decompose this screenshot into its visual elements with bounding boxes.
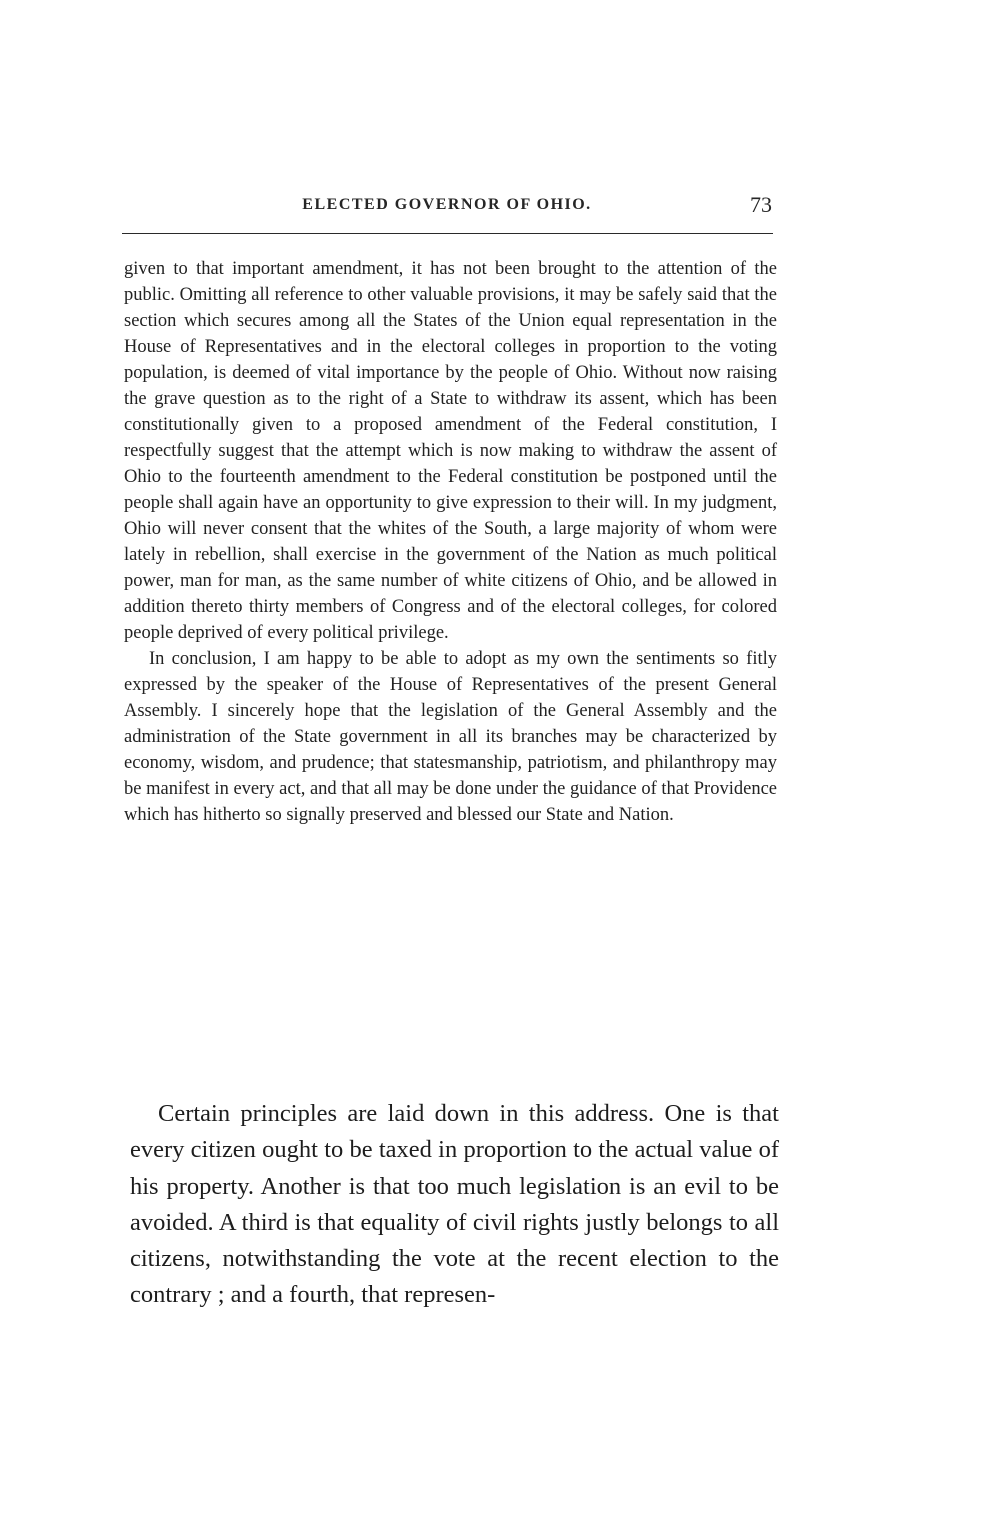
quoted-address xyxy=(124,256,777,828)
running-title: ELECTED GOVERNOR OF OHIO. xyxy=(302,196,592,213)
quote-paragraph: given to that important amendment, it has not been brought to the attention of the public. Omitting all reference to other valuable provisions, it may be safely said that the section which secures among all the States of the Union equal representation in the House of Representatives and in the electoral colleges in proportion to the voting population, is deemed of vital importance by the people of Ohio. Without now raising the grave question as to the right of a State to withdraw its assent, which has been constitutionally given to a proposed amendment of the Federal constitution, I respectfully suggest that the attempt which is now making to withdraw the assent of Ohio to the fourteenth amendment to the Federal constitution be postponed until the people shall again have an opportunity to give expression to their will. In my judgment, Ohio will never consent that the whites of the South, a large majority of whom were lately in rebellion, shall exercise in the government of the Nation as much political power, man for man, as the same number of white citizens of Ohio, and be allowed in addition thereto thirty members of Congress and of the electoral colleges, for colored people deprived of every political privilege. xyxy=(124,259,777,643)
quote-paragraph: In conclusion, I am happy to be able to adopt as my own the sentiments so fitly expressed by the speaker of the House of Representatives of the present General Assembly. I sincerely hope that the legislation of the General Assembly and the administration of the State government in all its branches may be characterized by economy, wisdom, and prudence; that statesmanship, patriotism, and philanthropy may be manifest in every act, and that all may be done under the guidance of that Providence which has hitherto so signally preserved and blessed our State and Nation. xyxy=(124,649,777,825)
body-text xyxy=(130,1096,779,1314)
running-head xyxy=(122,192,772,222)
header-rule xyxy=(122,233,773,234)
page-number: 73 xyxy=(750,192,772,217)
body-paragraph: Certain principles are laid down in this address. One is that every citizen ought to be taxed in proportion to the actual value of his property. Another is that too much legislation is an evil to be avoided. A third is that equality of civil rights justly belongs to all citizens, notwithstanding the vote at the recent election to the contrary ; and a fourth, that represen- xyxy=(130,1100,779,1309)
